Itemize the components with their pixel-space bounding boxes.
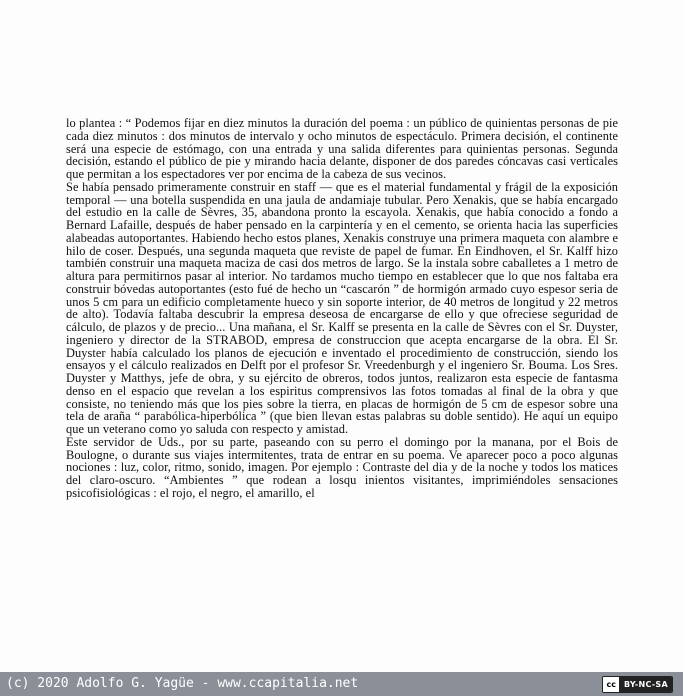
cc-icon: cc xyxy=(603,677,619,692)
paragraph-1: lo plantea : “ Podemos fijar en diez minutos la duración del poema : un público de quinientas personas de pie cada diez minutos : dos minutos de intervalo y ocho minutos de espectáculo. Primera decisión, el continente será una especie de estómago, con una entrada y una salida diferentes para quinientas personas. Segunda decisión, estando el público de pie y mirando hacia delante, disponer de dos paredes cóncavas casi verticales que permitan a los espectadores ver por encima de la cabeza de sus vecinos. xyxy=(66,116,618,181)
creative-commons-badge xyxy=(602,676,673,693)
paragraph-3: Este servidor de Uds., por su parte, paseando con su perro el domingo por la manana, por el Bois de Boulogne, o durante sus viajes intermitentes, trata de entrar en su poema. Ve aparecer poco a poco algunas nociones : luz, color, ritmo, sonido, imagen. Por ejemplo : Contraste del dia y de la noche y todos los matices del claro-oscuro. “Ambientes ” que rodean a losqu inientos visitantes, imprimiéndoles sensaciones psicofisiológicas : el rojo, el negro, el amarillo, el xyxy=(66,434,618,500)
copyright-credit: (c) 2020 Adolfo G. Yagüe - www.ccapitalia.net xyxy=(6,676,359,691)
paragraph-2: Se había pensado primeramente construir en staff — que es el material fundamental y frágil de la exposición temporal — una botella suspendida en una jaula de andamiaje tubular. Pero Xenakis, que se había encargado del estudio en la calle de Sèvres, 35, abandona pronto la escayola. Xenakis, que había conocido a fondo a Bernard Lafaille, después de haber pensado en la carpintería y en el cemento, se orienta hacia las superficies alabeadas autoportantes. Habiendo hecho estos planes, Xenakis construye una primera maqueta con alambre e hilo de coser. Después, una segunda maqueta que reviste de papel de fumar. En Eindhoven, el Sr. Kalff hizo también construir una maqueta maciza de casi dos metros de largo. Se la instala sobre caballetes a 1 metro de altura para permitirnos pasar al interior. No tardamos mucho tiempo en establecer que lo que nos faltaba era construir bóvedas autoportantes (esto fué de hecho un “cascarón ” de hormigón armado cuyo espesor seria de unos 5 cm para un edificio completamente hueco y sin soporte interior, de 40 metros de longitud y 22 metros de alto). Todavía faltaba descubrir la empresa deseosa de encargarse de ello y que ofreciese seguridad de cálculo, de plazos y de precio... Una mañana, el Sr. Kalff se presenta en la calle de Sèvres con el Sr. Duyster, ingeniero y director de la STRABOD, empresa de construccion que acepta encargarse de la obra. El Sr. Duyster había calculado los planos de ejecución e inventado el procedimiento de construcción, siendo los ensayos y el cálculo realizados en Delft por el profesor Sr. Vreedenburgh y el ingeniero Sr. Bouma. Los Sres. Duyster y Matthys, jefe de obra, y su ejército de obreros, todos juntos, realizaron esta especie de fantasma denso en el espacio que revelan a los espiritus comprensivos las fotos tomadas al final de la obra y que consiste, no teniendo más que los pies sobre la tierra, en placas de hormigón de 5 cm de espesor sobre una tela de araña “ parabólica-hiperbólica ” (que bien llevan estas palabras su doble sentido). He aquí un equipo que un veterano como yo saluda con respecto y amistad. xyxy=(66,179,618,436)
license-terms: BY-NC-SA xyxy=(620,677,672,692)
watermark-footer xyxy=(0,672,683,696)
body-text xyxy=(66,117,618,500)
